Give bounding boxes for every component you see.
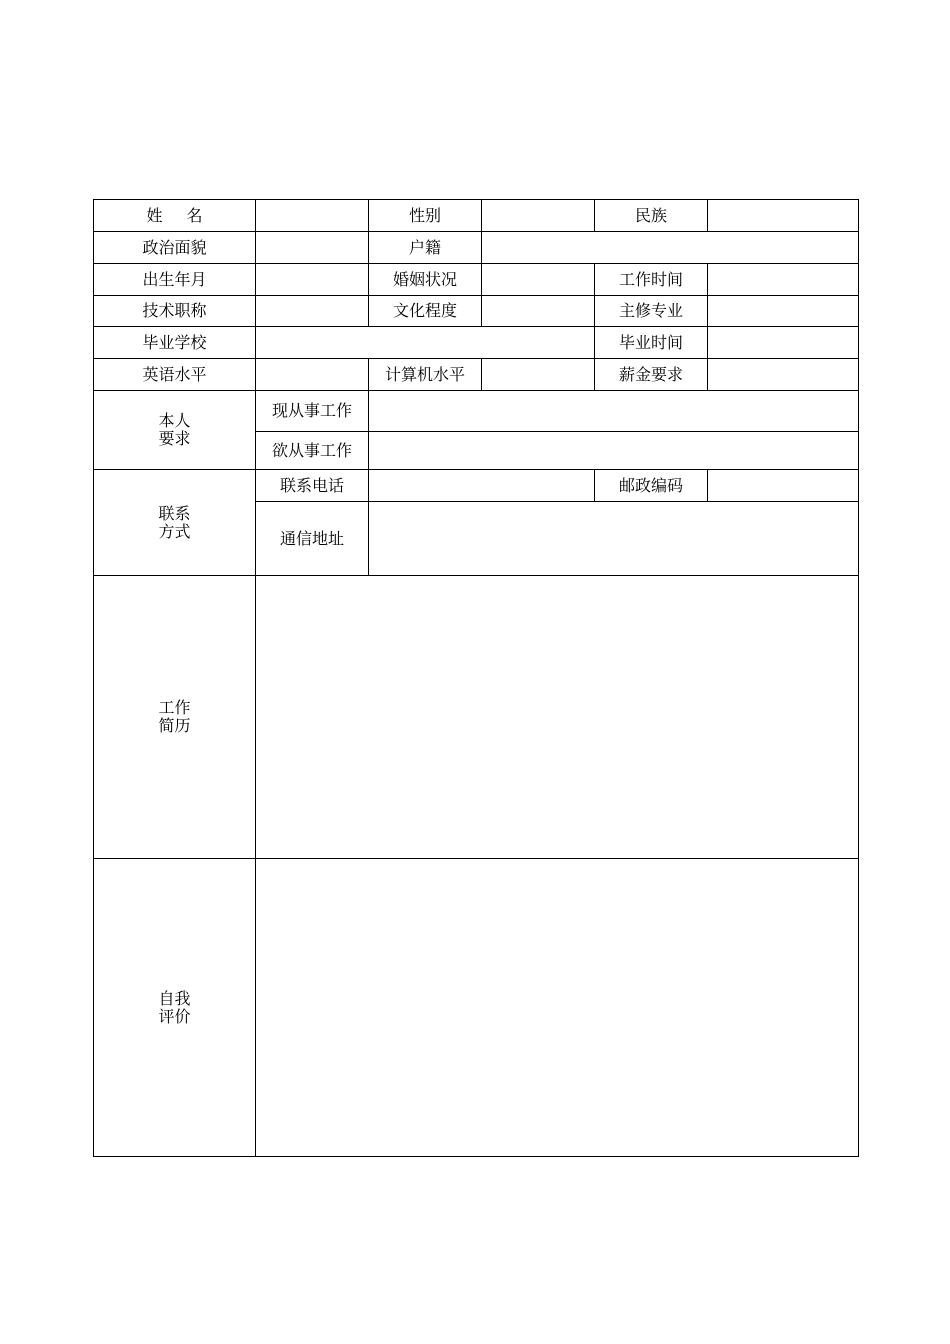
title-label: 技术职称 bbox=[94, 296, 256, 327]
resume-form-table bbox=[93, 199, 859, 1157]
name-field[interactable] bbox=[256, 200, 369, 232]
marital-label: 婚姻状况 bbox=[369, 264, 482, 296]
birth-label: 出生年月 bbox=[94, 264, 256, 296]
contact-label-line-2: 方式 bbox=[158, 521, 191, 541]
grad-time-field[interactable] bbox=[708, 327, 859, 359]
self-evaluation-field[interactable] bbox=[256, 859, 859, 1157]
political-field[interactable] bbox=[256, 232, 369, 264]
work-time-label: 工作时间 bbox=[595, 264, 708, 296]
ethnicity-label: 民族 bbox=[595, 200, 708, 232]
gender-field[interactable] bbox=[482, 200, 595, 232]
ethnicity-field[interactable] bbox=[708, 200, 859, 232]
birth-field[interactable] bbox=[256, 264, 369, 296]
name-label bbox=[94, 200, 256, 232]
current-job-field[interactable] bbox=[369, 391, 859, 432]
grad-time-label: 毕业时间 bbox=[595, 327, 708, 359]
desired-job-label: 欲从事工作 bbox=[256, 432, 369, 470]
phone-label: 联系电话 bbox=[256, 470, 369, 502]
work-history-label-line-1: 工作 bbox=[158, 698, 191, 717]
computer-field[interactable] bbox=[482, 359, 595, 391]
work-history-field[interactable] bbox=[256, 576, 859, 859]
marital-field[interactable] bbox=[482, 264, 595, 296]
hukou-label: 户籍 bbox=[369, 232, 482, 264]
name-label-char-1: 姓 bbox=[146, 205, 163, 225]
phone-field[interactable] bbox=[369, 470, 595, 502]
hukou-field[interactable] bbox=[482, 232, 859, 264]
requirements-label-line-2: 要求 bbox=[158, 429, 191, 448]
self-evaluation-label-line-1: 自我 bbox=[158, 988, 191, 1008]
self-evaluation-label bbox=[94, 859, 256, 1157]
postcode-field[interactable] bbox=[708, 470, 859, 502]
school-label: 毕业学校 bbox=[94, 327, 256, 359]
address-label: 通信地址 bbox=[256, 502, 369, 576]
education-field[interactable] bbox=[482, 296, 595, 327]
work-history-label-line-2: 简历 bbox=[158, 716, 191, 735]
requirements-label-line-1: 本人 bbox=[158, 411, 191, 430]
english-label: 英语水平 bbox=[94, 359, 256, 391]
current-job-label: 现从事工作 bbox=[256, 391, 369, 432]
computer-label: 计算机水平 bbox=[369, 359, 482, 391]
postcode-label: 邮政编码 bbox=[595, 470, 708, 502]
self-evaluation-label-line-2: 评价 bbox=[158, 1006, 191, 1026]
salary-field[interactable] bbox=[708, 359, 859, 391]
gender-label: 性别 bbox=[369, 200, 482, 232]
name-label-char-2: 名 bbox=[186, 205, 203, 225]
salary-label: 薪金要求 bbox=[595, 359, 708, 391]
contact-label-line-1: 联系 bbox=[158, 503, 191, 523]
contact-label bbox=[94, 470, 256, 576]
work-history-label bbox=[94, 576, 256, 859]
work-time-field[interactable] bbox=[708, 264, 859, 296]
english-field[interactable] bbox=[256, 359, 369, 391]
political-label: 政治面貌 bbox=[94, 232, 256, 264]
education-label: 文化程度 bbox=[369, 296, 482, 327]
requirements-label bbox=[94, 391, 256, 470]
school-field[interactable] bbox=[256, 327, 595, 359]
title-field[interactable] bbox=[256, 296, 369, 327]
desired-job-field[interactable] bbox=[369, 432, 859, 470]
major-field[interactable] bbox=[708, 296, 859, 327]
address-field[interactable] bbox=[369, 502, 859, 576]
major-label: 主修专业 bbox=[595, 296, 708, 327]
